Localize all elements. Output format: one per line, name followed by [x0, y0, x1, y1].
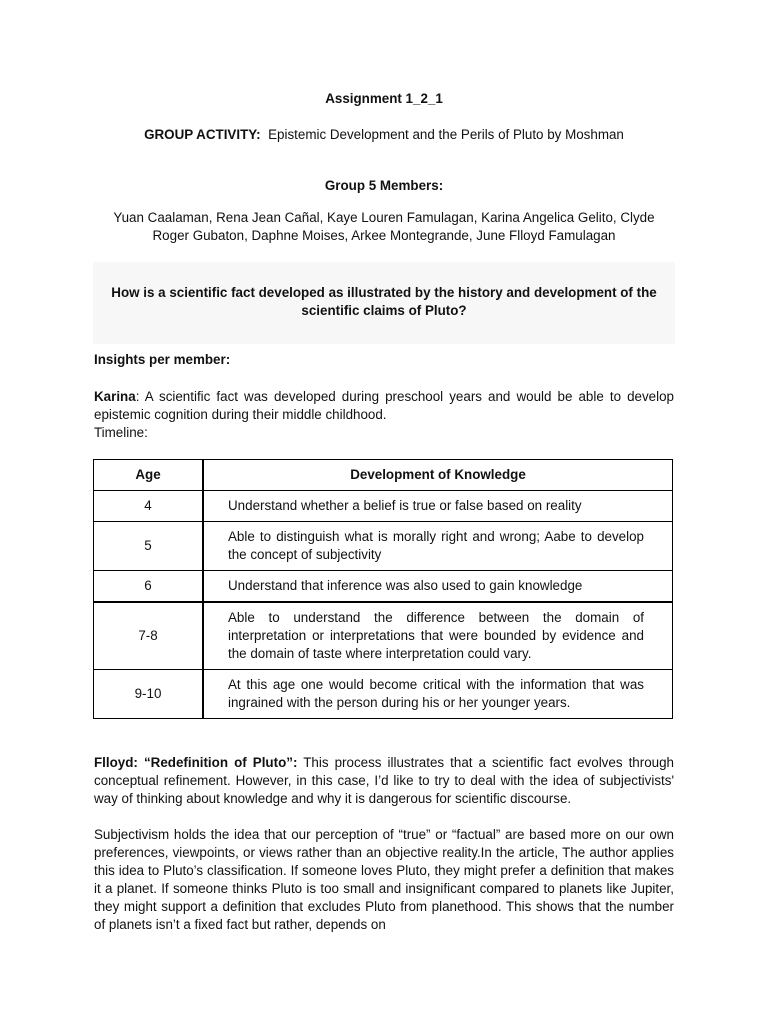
assignment-title: Assignment 1_2_1	[325, 91, 443, 106]
age-cell: 4	[94, 491, 204, 522]
age-cell: 7-8	[94, 602, 204, 670]
age-cell: 5	[94, 522, 204, 571]
table-row	[94, 670, 673, 719]
development-cell: Able to understand the difference between the domain of interpretation or interpretations that were bounded by evidence and the domain of taste where interpretation could vary.	[203, 602, 673, 670]
flloyd-name: Flloyd:	[94, 755, 138, 770]
flloyd-text-1: This process illustrates that a scientific fact evolves through conceptual refinement. However, in this case, I’d like to try to deal with the idea of subjectivists' way of thinking about knowledge and why it is dangerous for scientific discourse.	[94, 755, 674, 806]
timeline-label: Timeline:	[94, 425, 148, 440]
question-text: How is a scientific fact developed as illustrated by the history and development of the scientific claims of Pluto?	[111, 285, 657, 318]
karina-paragraph	[94, 388, 674, 442]
table-row	[94, 571, 673, 603]
members-line-1: Yuan Caalaman, Rena Jean Cañal, Kaye Louren Famulagan, Karina Angelica Gelito, Clyde	[113, 210, 655, 225]
header-development: Development of Knowledge	[203, 460, 673, 491]
activity-line	[0, 127, 768, 142]
timeline-table	[93, 459, 673, 719]
development-cell: Able to distinguish what is morally right and wrong; Aabe to develop the concept of subjectivity	[203, 522, 673, 571]
members-list	[100, 209, 668, 245]
development-cell: Understand that inference was also used to gain knowledge	[203, 571, 673, 603]
table-header-row	[94, 460, 673, 491]
header-age: Age	[94, 460, 204, 491]
age-cell: 6	[94, 571, 204, 603]
activity-label: GROUP ACTIVITY:	[144, 127, 261, 142]
table-row	[94, 602, 673, 670]
flloyd-paragraph-1	[94, 754, 674, 808]
flloyd-paragraph-2: Subjectivism holds the idea that our perception of “true” or “factual” are based more on our own preferences, viewpoints, or views rather than an objective reality.In the article, The author applies this idea to Pluto’s classification. If someone loves Pluto, they might prefer a definition that makes it a planet. If someone thinks Pluto is too small and insignificant compared to planets like Jupiter, they might support a definition that excludes Pluto from planethood. This shows that the number of planets isn’t a fixed fact but rather, depends on	[94, 827, 674, 932]
development-cell: Understand whether a belief is true or false based on reality	[203, 491, 673, 522]
insights-heading: Insights per member:	[94, 352, 231, 367]
karina-name: Karina	[94, 389, 136, 404]
members-line-2: Roger Gubaton, Daphne Moises, Arkee Montegrande, June Flloyd Famulagan	[152, 228, 616, 243]
karina-text: : A scientific fact was developed during preschool years and would be able to develop epistemic cognition during their middle childhood.	[94, 389, 674, 422]
flloyd-title: “Redefinition of Pluto”:	[143, 755, 298, 770]
activity-title: Epistemic Development and the Perils of Pluto by Moshman	[268, 127, 624, 142]
table-row	[94, 491, 673, 522]
group-label: Group 5 Members:	[324, 178, 444, 193]
age-cell: 9-10	[94, 670, 204, 719]
development-cell: At this age one would become critical with the information that was ingrained with the person during his or her younger years.	[203, 670, 673, 719]
table-row	[94, 522, 673, 571]
